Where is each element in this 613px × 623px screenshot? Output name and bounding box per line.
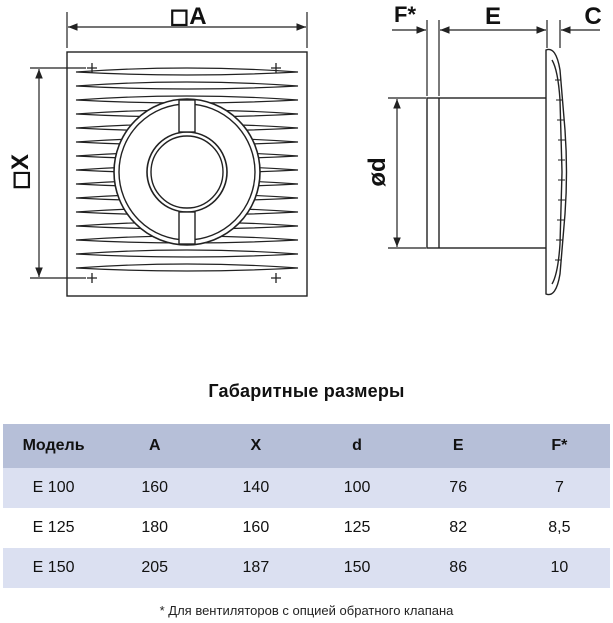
footnote: * Для вентиляторов с опцией обратного клапана (159, 603, 454, 618)
table-row (3, 548, 610, 588)
dimension-d (388, 98, 426, 248)
cell-a: 180 (104, 508, 205, 548)
side-view (427, 49, 567, 294)
column-header-f: F* (509, 424, 610, 468)
dimension-d-label: ød (364, 157, 391, 187)
column-header-a: A (104, 424, 205, 468)
dimension-f-label: F* (394, 2, 416, 27)
dimension-e-label: E (484, 3, 502, 30)
cell-model: E 150 (3, 548, 104, 588)
top-tab (179, 100, 195, 132)
column-header-e: E (408, 424, 509, 468)
cell-f: 8,5 (509, 508, 610, 548)
front-panel-profile (546, 49, 567, 294)
inner-hub (147, 132, 227, 212)
cell-e: 76 (408, 468, 509, 508)
dimension-x-label: ◻X (7, 154, 34, 190)
cell-x: 140 (205, 468, 306, 508)
cell-a: 205 (104, 548, 205, 588)
column-header-d: d (306, 424, 407, 468)
cell-model: E 125 (3, 508, 104, 548)
table-row (3, 468, 610, 508)
cell-a: 160 (104, 468, 205, 508)
duct-body (427, 98, 547, 248)
dimensions-table (3, 424, 610, 588)
cell-x: 160 (205, 508, 306, 548)
cell-f: 7 (509, 468, 610, 508)
cell-model: E 100 (3, 468, 104, 508)
column-header-model: Модель (3, 424, 104, 468)
dimension-a-label: ◻A (169, 3, 207, 30)
column-header-x: X (205, 424, 306, 468)
dimension-fec (392, 20, 600, 96)
dimension-c-label: C (584, 3, 602, 30)
table-header-row (3, 424, 610, 468)
cell-d: 125 (306, 508, 407, 548)
cell-e: 82 (408, 508, 509, 548)
front-view (67, 52, 307, 296)
table-row (3, 508, 610, 548)
bottom-tab (179, 212, 195, 244)
cell-d: 150 (306, 548, 407, 588)
cell-d: 100 (306, 468, 407, 508)
cell-e: 86 (408, 548, 509, 588)
cell-f: 10 (509, 548, 610, 588)
table-title: Габаритные размеры (208, 381, 405, 401)
cell-x: 187 (205, 548, 306, 588)
